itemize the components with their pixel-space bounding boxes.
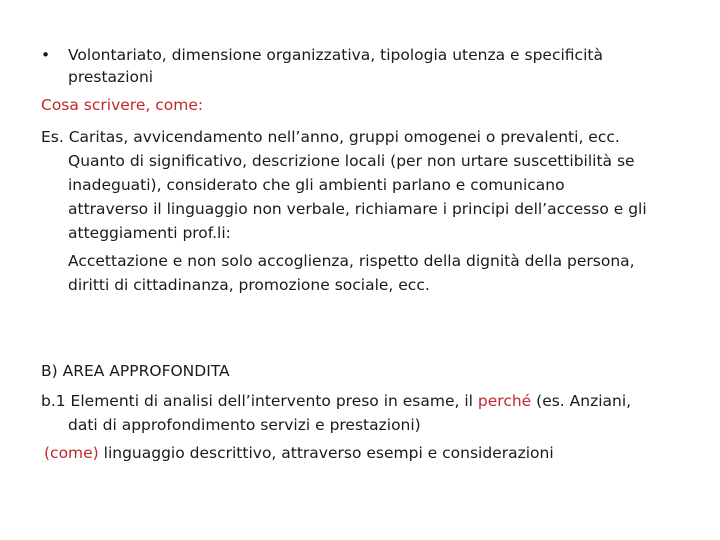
- bullet-line-2: prestazioni: [68, 68, 154, 86]
- come-highlight: (come): [44, 444, 99, 462]
- come-text: linguaggio descrittivo, attraverso esempi e considerazioni: [98, 444, 554, 462]
- example-line-2: Quanto di significativo, descrizione locali (per non urtare suscettibilità se: [68, 152, 635, 170]
- b1-line-1: [41, 390, 631, 412]
- example-line-3: inadeguati), considerato che gli ambienti parlano e comunicano: [68, 176, 565, 194]
- bullet-icon: •: [41, 46, 51, 64]
- b1-highlight: perché: [477, 392, 532, 410]
- subtitle: Cosa scrivere, come:: [41, 96, 204, 114]
- example-line-1: Es. Caritas, avvicendamento nell’anno, gruppi omogenei o prevalenti, ecc.: [41, 128, 620, 146]
- come-line: [44, 442, 554, 464]
- b1-text-after: (es. Anziani,: [531, 392, 632, 410]
- example-line-7: diritti di cittadinanza, promozione sociale, ecc.: [68, 276, 430, 294]
- example-line-5: atteggiamenti prof.li:: [68, 224, 231, 242]
- section-b-heading: B) AREA APPROFONDITA: [41, 362, 230, 380]
- bullet-line-1: [41, 44, 603, 66]
- bullet-text: Volontariato, dimensione organizzativa, tipologia utenza e specificità: [68, 46, 603, 64]
- b1-text-before: b.1 Elementi di analisi dell’intervento preso in esame, il: [41, 392, 478, 410]
- example-line-6: Accettazione e non solo accoglienza, rispetto della dignità della persona,: [68, 252, 635, 270]
- example-line-4: attraverso il linguaggio non verbale, richiamare i principi dell’accesso e gli: [68, 200, 647, 218]
- b1-line-2: dati di approfondimento servizi e prestazioni): [68, 416, 421, 434]
